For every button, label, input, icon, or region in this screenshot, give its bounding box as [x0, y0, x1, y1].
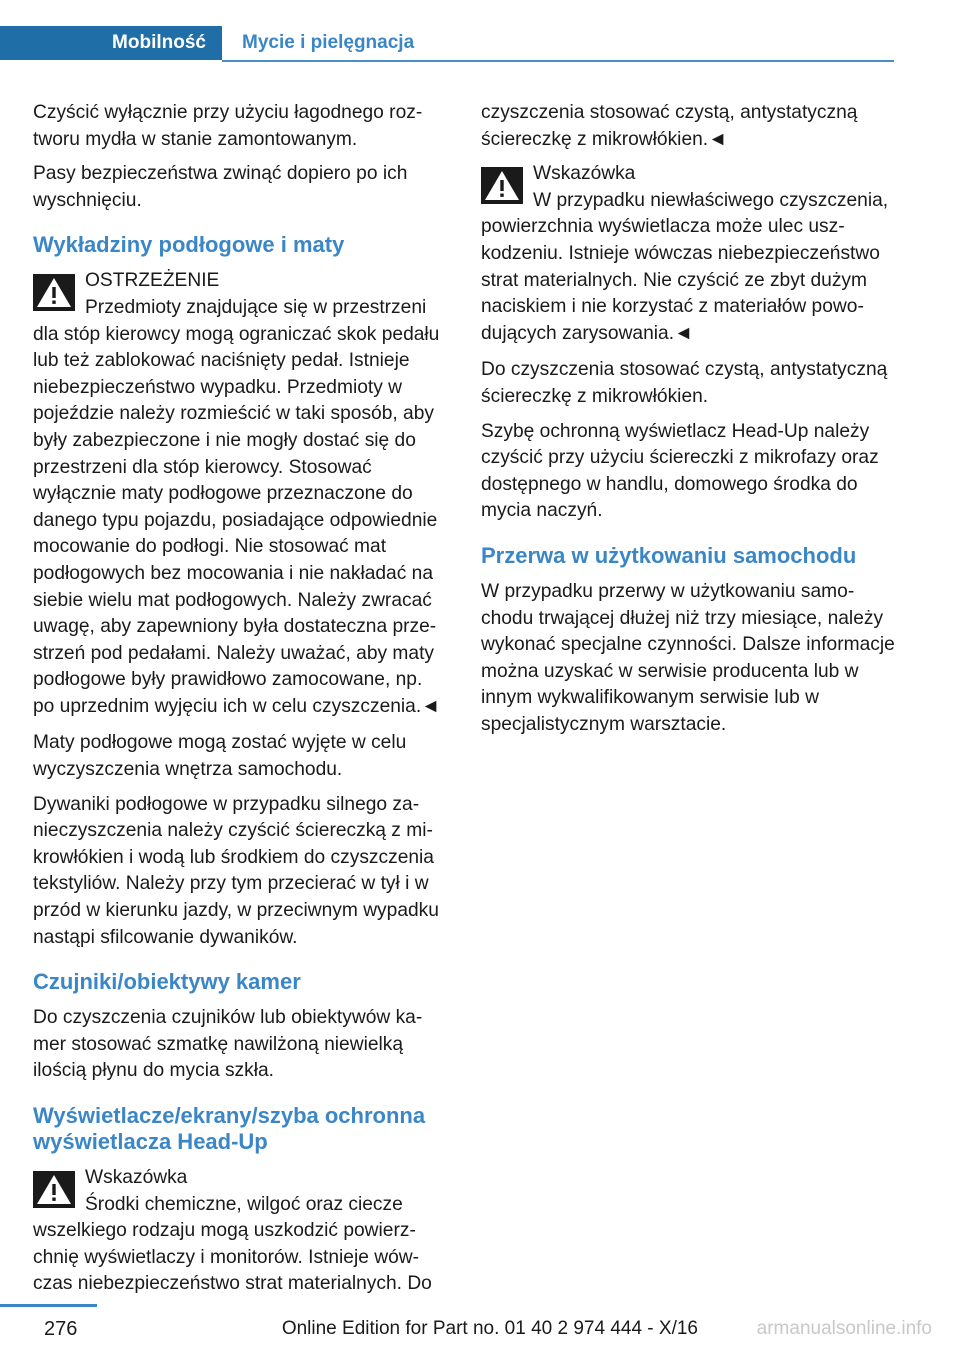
header-tabs: [0, 26, 894, 62]
note-text: W przypadku niewłaściwego czyszczenia, powierzchnia wyświetlacza może ulec uszkodzeniu. Istnieje wówczas niebezpieczeństwo strat materialnych. Nie czyścić ze zbyt dużym naciskiem i nie korzystać z materiałów powodujących zarysowania.◄: [481, 189, 889, 344]
section-heading-mats: Wykładziny podłogowe i maty: [33, 232, 345, 258]
section-heading-cameras: Czujniki/obiektywy kamer: [33, 969, 301, 995]
warning-text: Przedmioty znajdujące się w przestrzeni dla stóp kierowcy mogą ograniczać skok pedału lub też zablokować naciśnięty pedał. Istnieje niebezpieczeństwo wypadku. Przedmioty w pojeździe należy rozmieścić w taki sposób, aby były zabezpieczone i nie mogły dostać się do przestrzeni dla stóp kierowcy. Stosować wyłącznie maty podłogowe przeznaczone do danego typu pojazdu, posiadające odpowiednie mocowanie do podłogi. Nie stosować mat podłogowych bez mocowania i nie nakładać na siebie wielu mat podłogowych. Należy zwracać uwagę, aby zapewniony była dostateczna przestrzeń pod pedałami. Należy uważać, aby maty podłogowe były prawidłowo zamocowane, np. po uprzednim wyjęciu ich w celu czyszczenia.◄: [33, 296, 441, 717]
paragraph: Pasy bezpieczeństwa zwinąć dopiero po ich wyschnięciu.: [33, 163, 408, 211]
paragraph: Czyścić wyłącznie przy użyciu łagodnego roztworu mydła w stanie zamontowanym.: [33, 102, 423, 150]
footer-divider: [0, 1304, 97, 1307]
note-text: Środki chemiczne, wilgoć oraz ciecze wszelkiego rodzaju mogą uszkodzić powierzchnię wyświetlaczy i monitorów. Istnieje wówczas niebezpieczeństwo strat materialnych. Do: [33, 1193, 432, 1295]
warning-triangle-icon: [481, 167, 523, 204]
tab-mycie[interactable]: Mycie i pielęgnacja: [242, 32, 415, 53]
right-column: [481, 100, 895, 746]
tab-mobilnosc[interactable]: [0, 26, 222, 60]
header-divider: [222, 60, 894, 62]
note-title: Wskazówka: [85, 1167, 188, 1188]
edition-text: Online Edition for Part no. 01 40 2 974 444 - X/16: [281, 1318, 698, 1339]
paragraph: Do czyszczenia stosować czystą, antystatyczną ściereczkę z mikrowłókien.: [481, 359, 888, 407]
paragraph: W przypadku przerwy w użytkowaniu samochodu trwającej dłużej niż trzy miesiące, należy wykonać specjalne czynności. Dalsze informacje można uzyskać w serwisie producenta lub w innym wykwalifikowanym serwisie lub w specjalistycznym warsztacie.: [481, 580, 895, 735]
warning-triangle-icon: [33, 1171, 75, 1208]
note-title: Wskazówka: [533, 163, 636, 185]
paragraph: Do czyszczenia czujników lub obiektywów kamer stosować szmatkę nawilżoną niewielką ilością płynu do mycia szkła.: [33, 1007, 423, 1082]
paragraph: Szybę ochronną wyświetlacz Head-Up należy czyścić przy użyciu ściereczki z mikrofazy oraz dostępnego w handlu, domowego środka do mycia naczyń.: [481, 420, 879, 522]
tab-mobilnosc-label: Mobilność: [112, 32, 206, 53]
warning-title: OSTRZEŻENIE: [85, 270, 220, 292]
section-heading-displays: Wyświetlacze/ekrany/szyba ochronna wyświetlacza Head-Up: [33, 1103, 426, 1154]
paragraph: Maty podłogowe mogą zostać wyjęte w celu wyczyszczenia wnętrza samochodu.: [33, 732, 407, 781]
note-block: [33, 1165, 447, 1298]
paragraph: Dywaniki podłogowe w przypadku silnego zanieczyszczenia należy czyścić ściereczką z mikrowłókien i wodą lub środkiem do czyszczenia tekstyliów. Należy przy tym przecierać w tył i w przód w kierunku jazdy, w przeciwnym wypadku nastąpi sfilcowanie dywaników.: [33, 793, 439, 948]
section-heading-break: Przerwa w użytkowaniu samochodu: [481, 542, 857, 568]
paragraph: czyszczenia stosować czystą, antystatyczną ściereczkę z mikrowłókien.◄: [481, 102, 858, 150]
note-block: [481, 161, 895, 347]
page-number: 276: [44, 1318, 78, 1340]
warning-triangle-icon: [33, 274, 75, 311]
warning-block: [33, 268, 447, 720]
watermark: armanualsonline.info: [756, 1318, 932, 1339]
left-column: [33, 100, 447, 1308]
